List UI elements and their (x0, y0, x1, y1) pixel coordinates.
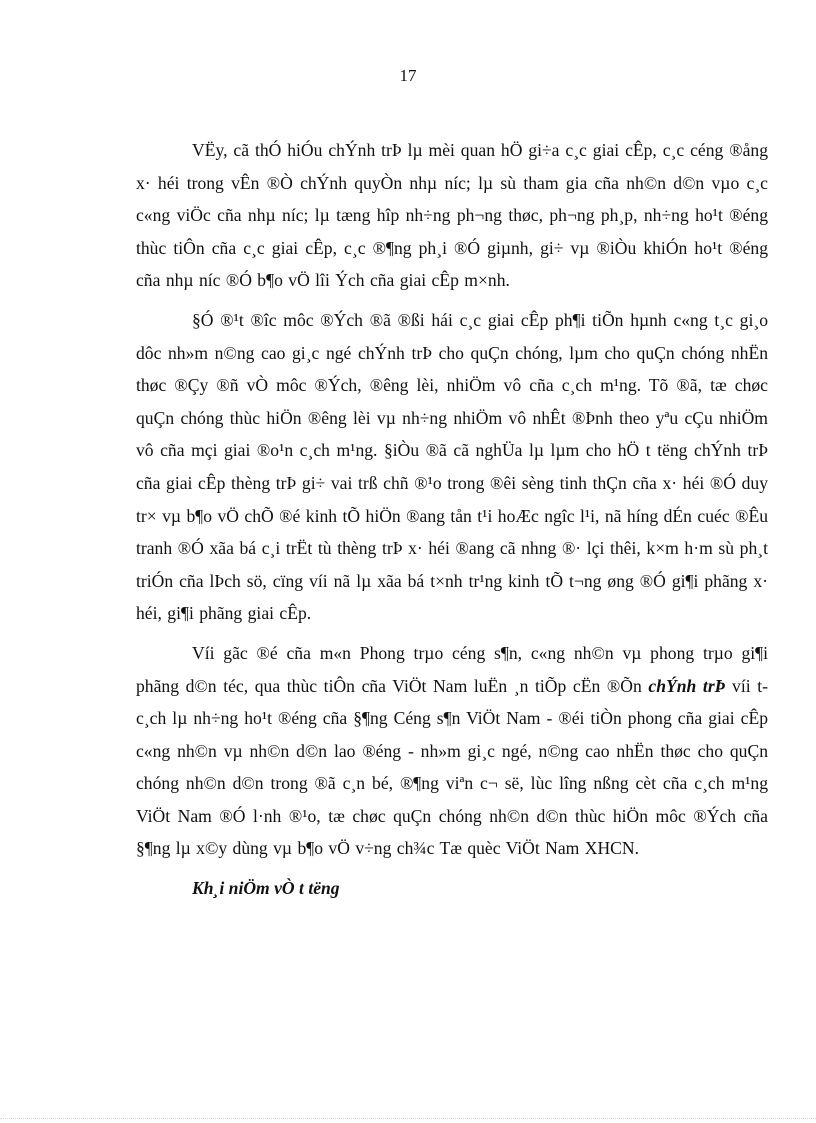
page-bottom-border (0, 1118, 816, 1119)
paragraph-3 (136, 637, 768, 865)
section-heading: Kh¸i niÖm vÒ t tëng (192, 878, 340, 899)
paragraph-2: §Ó ®¹t ®îc môc ®Ých ®ã ®ßi hái c¸c giai cÊp ph¶i tiÕn hµnh c«ng t¸c gi¸o dôc nh»m n©ng cao gi¸c ngé chÝnh trÞ cho quÇn chóng, lµm cho quÇn chóng nhËn thøc ®Çy ®ñ vÒ môc ®Ých, ®êng lèi, nhiÖm vô cña c¸ch m¹ng. Tõ ®ã, tæ chøc quÇn chóng thùc hiÖn ®êng lèi vµ nh÷ng nhiÖm vô nhÊt ®Þnh theo yªu cÇu nhiÖm vô cña mçi giai ®o¹n c¸ch m¹ng. §iÒu ®ã cã nghÜa lµ lµm cho hÖ t tëng chÝnh trÞ cña giai cÊp thèng trÞ gi÷ vai trß chñ ®¹o trong ®êi sèng tinh thÇn cña x· héi ®Ó duy tr× vµ b¶o vÖ chÕ ®é kinh tÕ hiÖn ®ang tån t¹i hoÆc ngîc l¹i, nã híng dÉn cuéc ®Êu tranh ®Ó xãa bá c¸i trËt tù thèng trÞ x· héi ®ang cã nhng ®· lçi thêi, k×m h·m sù ph¸t triÓn cña lÞch sö, cïng víi nã lµ xãa bá t×nh tr¹ng kinh tÕ t¬ng øng ®Ó gi¶i phãng x· héi, gi¶i phãng giai cÊp. (136, 309, 768, 624)
paragraph-3-before: Víi gãc ®é cña m«n Phong trµo céng s¶n, c«ng nh©n vµ phong trµo gi¶i phãng d©n téc, qua thùc tiÔn cña ViÖt Nam luËn ¸n tiÕp cËn ®Õn (136, 642, 768, 696)
page-body (136, 134, 768, 905)
page-number: 17 (399, 66, 417, 85)
paragraph-1: VËy, cã thÓ hiÓu chÝnh trÞ lµ mèi quan hÖ gi÷a c¸c giai cÊp, c¸c céng ®ång x· héi trong vÊn ®Ò chÝnh quyÒn nhµ níc; lµ sù tham gia cña nh©n d©n vµo c¸c c«ng viÖc cña nhµ níc; lµ tæng hîp nh÷ng ph¬ng thøc, ph¬ng ph¸p, nh÷ng ho¹t ®éng thùc tiÔn cña c¸c giai cÊp, c¸c ®¶ng ph¸i ®Ó giµnh, gi÷ vµ ®iÒu khiÓn ho¹t ®éng cña nhµ níc ®Ó b¶o vÖ lîi Ých cña giai cÊp m×nh. (136, 140, 768, 291)
paragraph-3-after: víi t c¸ch lµ nh÷ng ho¹t ®éng cña §¶ng Céng s¶n ViÖt Nam - ®éi tiÒn phong cña giai cÊp c«ng nh©n vµ nh©n d©n lao ®éng - nh»m gi¸c ngé, n©ng cao nhËn thøc cho quÇn chóng nh©n d©n trong ®ã c¸n bé, ®¶ng viªn c¬ së, lùc lîng nßng cèt cña c¸ch m¹ng ViÖt Nam ®Ó l·nh ®¹o, tæ chøc quÇn chóng nh©n d©n thùc hiÖn môc ®Ých cña §¶ng lµ x©y dùng vµ b¶o vÖ v÷ng ch¾c Tæ quèc ViÖt Nam XHCN. (136, 675, 768, 859)
paragraph-3-emphasis: chÝnh trÞ (648, 675, 726, 696)
